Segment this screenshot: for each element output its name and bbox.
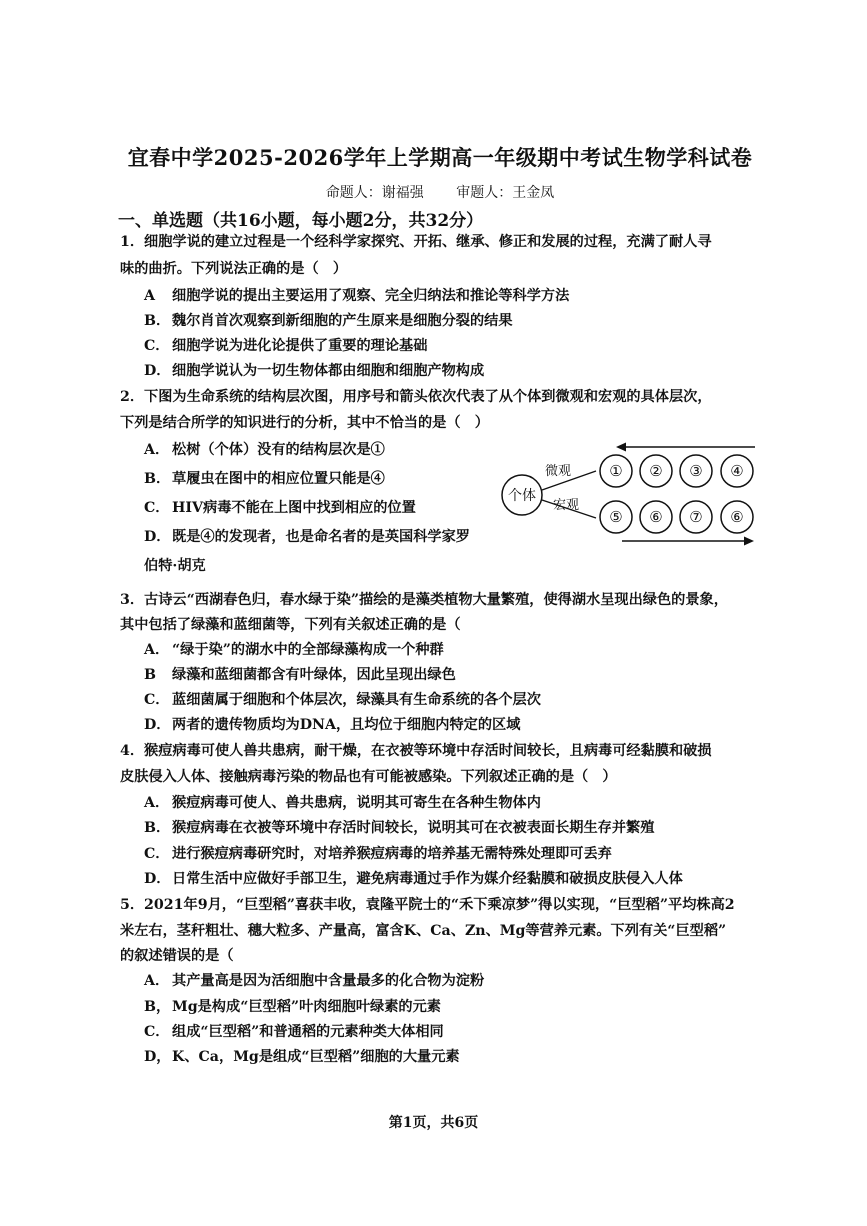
top-arrow-head (616, 443, 626, 452)
option-text: 细胞学说的提出主要运用了观察、完全归纳法和推论等科学方法 (172, 288, 570, 304)
question-2-option-a (144, 440, 385, 460)
level-number: ④ (730, 462, 744, 480)
option-text: 松树（个体）没有的结构层次是① (172, 442, 385, 458)
option-text: 其产量高是因为活细胞中含量最多的化合物为淀粉 (172, 973, 485, 989)
macro-label: 宏观 (552, 498, 580, 513)
exam-title: 宜春中学2025-2026学年上学期高一年级期中考试生物学科试卷 (127, 145, 753, 170)
question-1-line-1: 1．细胞学说的建立过程是一个经科学家探究、开拓、继承、修正和发展的过程，充满了耐人寻 (120, 234, 712, 250)
option-label: A (144, 288, 156, 304)
option-text: 魏尔肖首次观察到新细胞的产生原来是细胞分裂的结果 (172, 313, 513, 329)
question-5-option-b (144, 997, 441, 1017)
question-5-line-1: 5．2021年9月，“巨型稻”喜获丰收，袁隆平院士的“禾下乘凉梦”得以实现，“巨型稻”平均株高2 (120, 897, 735, 913)
option-label: B． (144, 820, 171, 836)
question-5-line-3: 的叙述错误的是（ (120, 948, 234, 964)
question-1-option-b (144, 311, 513, 331)
option-text: 两者的遗传物质均为DNA，且均位于细胞内特定的区域 (172, 717, 521, 733)
option-label: B． (144, 471, 171, 487)
question-1-option-c (144, 336, 427, 356)
question-3-option-d (144, 715, 520, 735)
option-text: 猴痘病毒可使人、兽共患病，说明其可寄生在各种生物体内 (172, 795, 541, 811)
option-label: C． (144, 1024, 170, 1040)
option-text: 日常生活中应做好手部卫生，避免病毒通过手作为媒介经黏膜和破损皮肤侵入人体 (172, 871, 683, 887)
question-3-option-a (144, 640, 444, 660)
bottom-arrow-head (744, 537, 754, 546)
question-1-option-d (144, 361, 484, 381)
question-5-option-a (144, 971, 484, 991)
option-label: A． (144, 795, 170, 811)
option-text: K、Ca，Mg是组成“巨型稻”细胞的大量元素 (172, 1049, 460, 1065)
setter-name: 命题人：谢福强 (325, 185, 424, 201)
option-text: HIV病毒不能在上图中找到相应的位置 (172, 500, 416, 516)
option-text: 草履虫在图中的相应位置只能是④ (172, 471, 385, 487)
option-text: 绿藻和蓝细菌都含有叶绿体，因此呈现出绿色 (172, 667, 456, 683)
option-text: 猴痘病毒在衣被等环境中存活时间较长，说明其可在衣被表面长期生存并繁殖 (172, 820, 655, 836)
level-number: ⑥ (649, 508, 663, 526)
life-system-levels-diagram (500, 438, 762, 550)
question-4-option-b (144, 818, 654, 838)
micro-label: 微观 (544, 464, 572, 479)
option-label: A． (144, 973, 170, 989)
option-text: 组成“巨型稻”和普通稻的元素种类大体相同 (172, 1024, 444, 1040)
level-number: ② (649, 462, 663, 480)
option-label: B (144, 667, 156, 683)
question-2-option-d-continued: 伯特·胡克 (144, 558, 206, 574)
question-1-line-2: 味的曲折。下列说法正确的是（ ） (120, 261, 348, 277)
section-title: 一、单选题（共16小题，每小题2分，共32分） (118, 211, 484, 231)
option-text: Mg是构成“巨型稻”叶肉细胞叶绿素的元素 (172, 999, 441, 1015)
option-label: D． (144, 871, 171, 887)
question-2-option-d (144, 527, 470, 547)
levels-diagram-svg (500, 438, 762, 550)
option-label: B， (144, 999, 171, 1015)
question-2-option-b (144, 469, 385, 489)
option-text: 细胞学说认为一切生物体都由细胞和细胞产物构成 (172, 363, 485, 379)
question-5-option-c (144, 1022, 444, 1042)
question-3-option-b (144, 665, 456, 685)
option-text: 既是④的发现者，也是命名者的是英国科学家罗 (172, 529, 470, 545)
option-text: 细胞学说为进化论提供了重要的理论基础 (172, 338, 428, 354)
reviewer-name: 审题人：王金凤 (456, 185, 555, 201)
option-label: B． (144, 313, 171, 329)
individual-label: 个体 (508, 488, 536, 504)
question-2-line-2: 下列是结合所学的知识进行的分析，其中不恰当的是（ ） (120, 415, 489, 431)
question-5-option-d (144, 1047, 460, 1067)
option-label: D， (144, 1049, 171, 1065)
question-4-option-c (144, 844, 612, 864)
level-number: ③ (689, 462, 703, 480)
option-label: A． (144, 642, 170, 658)
question-5-line-2: 米左右，茎秆粗壮、穗大粒多、产量高，富含K、Ca、Zn、Mg等营养元素。下列有关“巨型稻” (120, 923, 727, 939)
question-4-line-1: 4．猴痘病毒可使人兽共患病，耐干燥，在衣被等环境中存活时间较长，且病毒可经黏膜和破损 (120, 743, 712, 759)
option-label: C． (144, 846, 170, 862)
question-3-option-c (144, 690, 541, 710)
option-label: D． (144, 529, 171, 545)
question-2-line-1: 2．下图为生命系统的结构层次图，用序号和箭头依次代表了从个体到微观和宏观的具体层次， (120, 389, 712, 405)
option-label: A． (144, 442, 170, 458)
question-4-line-2: 皮肤侵入人体、接触病毒污染的物品也有可能被感染。下列叙述正确的是（ ） (120, 769, 617, 785)
option-label: D． (144, 717, 171, 733)
author-line (60, 182, 820, 202)
level-number: ① (609, 462, 623, 480)
question-3-line-1: 3．古诗云“西湖春色归，春水绿于染”描绘的是藻类植物大量繁殖，使得湖水呈现出绿色的景象， (120, 592, 728, 608)
option-label: C． (144, 338, 170, 354)
question-3-line-2: 其中包括了绿藻和蓝细菌等，下列有关叙述正确的是（ (120, 617, 461, 633)
option-text: 蓝细菌属于细胞和个体层次，绿藻具有生命系统的各个层次 (172, 692, 541, 708)
option-label: D． (144, 363, 171, 379)
question-1-option-a (144, 286, 569, 306)
question-4-option-a (144, 793, 541, 813)
option-label: C． (144, 692, 170, 708)
page-footer: 第1页，共6页 (388, 1115, 479, 1131)
option-text: “绿于染”的湖水中的全部绿藻构成一个种群 (172, 642, 444, 658)
level-number: ⑤ (609, 508, 623, 526)
level-number: ⑦ (689, 508, 703, 526)
question-4-option-d (144, 869, 683, 889)
option-text: 进行猴痘病毒研究时，对培养猴痘病毒的培养基无需特殊处理即可丢弃 (172, 846, 612, 862)
question-2-option-c (144, 498, 416, 518)
option-label: C． (144, 500, 170, 516)
level-number: ⑥ (730, 508, 744, 526)
